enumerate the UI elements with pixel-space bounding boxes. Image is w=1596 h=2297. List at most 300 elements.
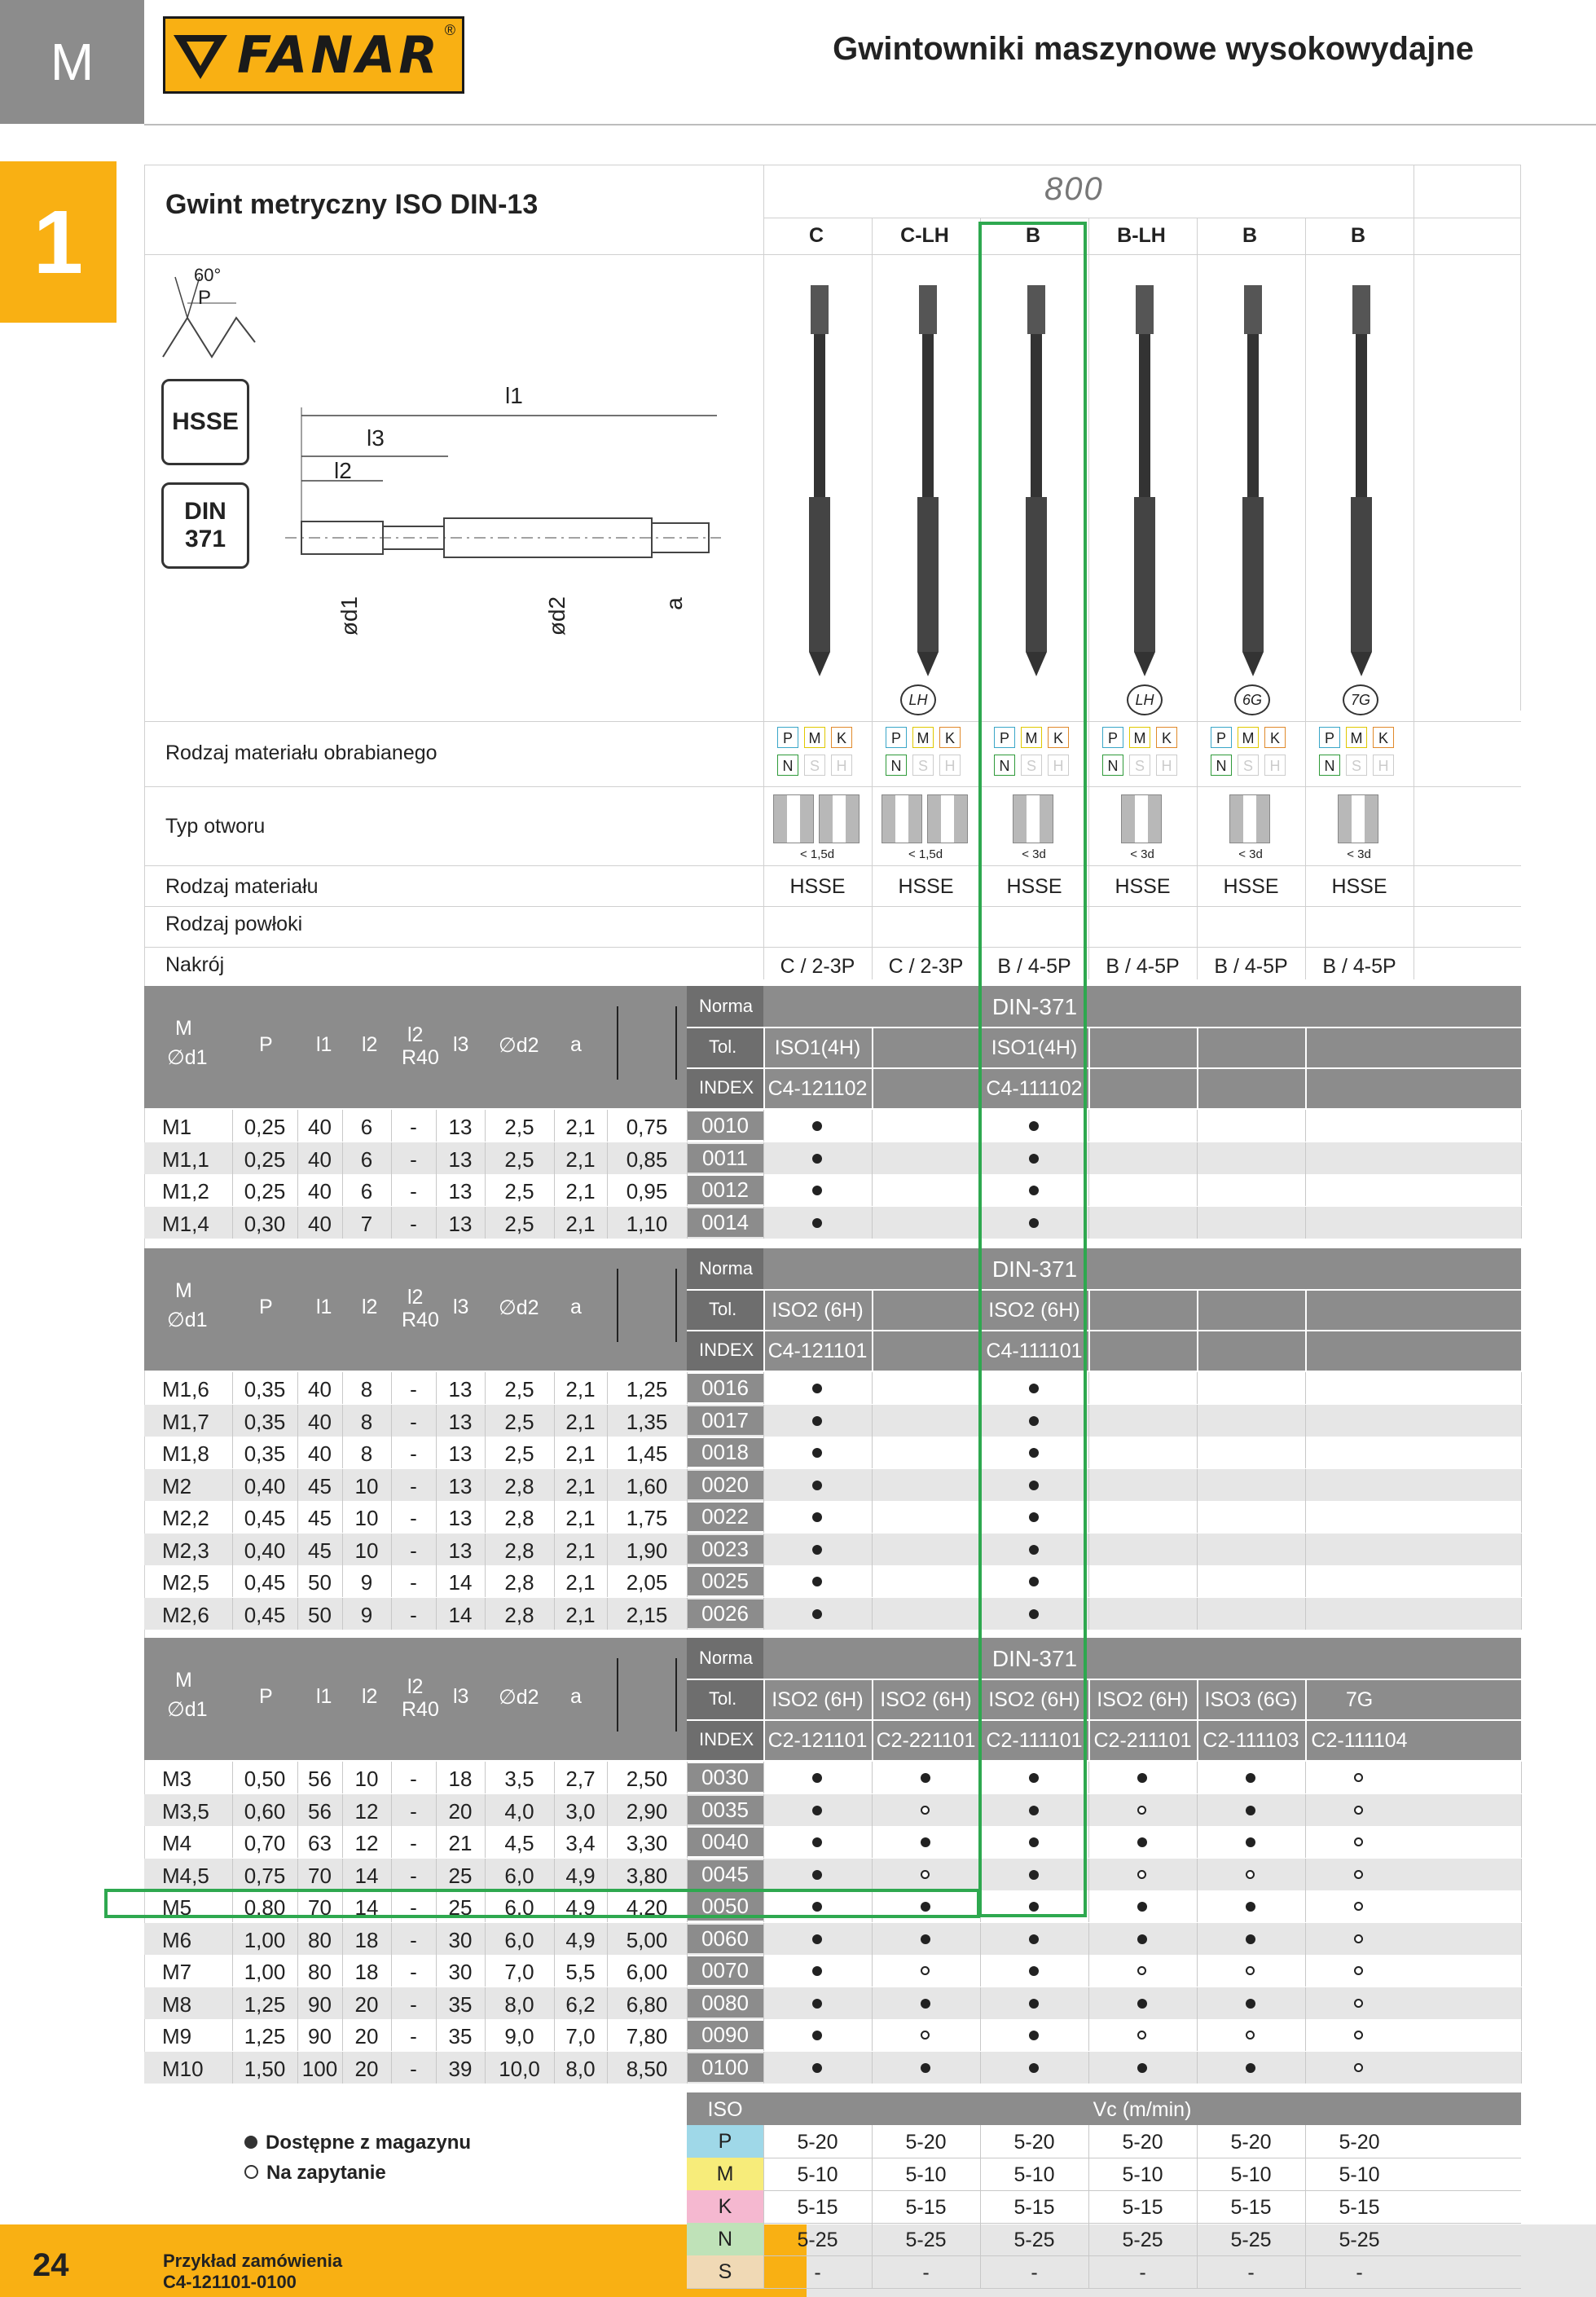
row-cell: 4,9: [565, 1927, 596, 1952]
available-dot: [812, 1416, 822, 1426]
row-cell: 1,75: [626, 1506, 668, 1530]
hole-bore: [787, 795, 800, 843]
vc-value: 5-25: [1339, 2229, 1380, 2251]
size-index: 0011: [687, 1144, 763, 1173]
grid-line: [485, 1987, 486, 2019]
grid-line: [687, 1372, 688, 1404]
row-cell: 6,0: [504, 1895, 534, 1920]
material-value: HSSE: [1223, 875, 1279, 898]
row-cell: 6,0: [504, 1927, 534, 1952]
column-header: l1: [316, 1033, 332, 1056]
row-cell: 14: [448, 1570, 473, 1595]
grid-line: [342, 1110, 343, 1142]
grid-line: [342, 1372, 343, 1404]
grid-line: [297, 1565, 298, 1597]
column-header: a: [570, 1685, 582, 1708]
grid-line: [297, 1207, 298, 1239]
index-label: INDEX: [699, 1729, 754, 1749]
material-box: P: [1319, 727, 1340, 748]
highlight-column: [978, 222, 1087, 1917]
material-box: N: [1319, 755, 1340, 776]
grid-line: [297, 1110, 298, 1142]
iso-group-cell: N: [687, 2223, 763, 2255]
grid-line: [687, 2052, 688, 2084]
grid-line: [436, 1826, 437, 1858]
available-dot: [1137, 1902, 1147, 1912]
thread-depth-icon: [617, 1269, 677, 1342]
grid-line: [1197, 1372, 1198, 1404]
row-cell: M10: [162, 2056, 204, 2081]
grid-line: [687, 1794, 688, 1826]
row-cell: 13: [448, 1506, 473, 1530]
size-index: 0060: [687, 1925, 763, 1953]
grid-line: [980, 2052, 981, 2084]
hole-bore: [1243, 795, 1256, 843]
grid-line: [342, 1826, 343, 1858]
row-cell: 0,25: [244, 1179, 286, 1204]
grid-line: [1088, 1174, 1089, 1206]
row-cell: M1,7: [162, 1409, 209, 1434]
grid-line: [436, 1794, 437, 1826]
grid-line: [1305, 1826, 1306, 1858]
row-cell: 4,20: [626, 1895, 668, 1920]
available-dot: [812, 1806, 822, 1815]
grid-line: [232, 1142, 233, 1174]
grid-line: [436, 1598, 437, 1630]
section-title: Gwint metryczny ISO DIN-13: [165, 189, 539, 220]
row-cell: 2,8: [504, 1602, 534, 1627]
grid-line: [232, 1859, 233, 1890]
grid-line: [391, 1794, 392, 1826]
row-cell: 30: [448, 1960, 473, 1984]
grid-line: [763, 1565, 764, 1597]
grid-line: [554, 1987, 555, 2019]
vc-row: [687, 2125, 1521, 2158]
tol-label: Tol.: [709, 1299, 737, 1319]
table-row: [144, 1437, 1521, 1468]
on-request-dot: [1354, 1837, 1363, 1846]
grid-line: [436, 1405, 437, 1437]
grid-line: [1521, 1565, 1522, 1597]
row-cell: 35: [448, 2024, 473, 2048]
row-cell: 13: [448, 1538, 473, 1563]
hole-bore: [833, 795, 846, 843]
size-index: 0023: [687, 1535, 763, 1564]
grid-line: [687, 1762, 688, 1793]
size-index: 0012: [687, 1176, 763, 1204]
row-cell: M8: [162, 1991, 192, 2017]
tolerance-value: 7G: [1345, 1688, 1374, 1711]
row-cell: -: [410, 1473, 417, 1498]
row-cell: -: [410, 1179, 417, 1204]
grid-line: [297, 1955, 298, 1987]
chamfer-value: B / 4-5P: [1322, 955, 1396, 978]
row-cell: 1,25: [626, 1377, 668, 1402]
grid-line: [485, 1207, 486, 1239]
index-value: C2-211101: [1093, 1729, 1192, 1752]
row-cell: 1,00: [244, 1927, 286, 1952]
grid-line: [1088, 2255, 1089, 2288]
grid-line: [980, 1955, 981, 1987]
row-cell: 1,00: [244, 1960, 286, 1984]
series-number: 800: [1044, 171, 1104, 207]
grid-line: [554, 1859, 555, 1890]
row-cell: M2,2: [162, 1506, 209, 1530]
grid-line: [436, 1174, 437, 1206]
size-index: 0100: [687, 2053, 763, 2082]
grid-line: [554, 2019, 555, 2051]
grid-line: [872, 1923, 873, 1955]
grid-line: [1197, 1762, 1198, 1793]
row-cell: 40: [308, 1211, 332, 1236]
grid-line: [607, 1437, 608, 1468]
table-row: [144, 1534, 1521, 1565]
material-box: H: [939, 755, 961, 776]
row-cell: -: [410, 1927, 417, 1952]
grid-line: [980, 2158, 981, 2190]
row-cell: 45: [308, 1538, 332, 1563]
size-index: 0017: [687, 1406, 763, 1435]
row-cell: 14: [448, 1602, 473, 1627]
column-header: ∅d2: [499, 1686, 539, 1709]
material-box: N: [886, 755, 907, 776]
material-box: M: [804, 727, 825, 748]
row-cell: -: [410, 1570, 417, 1595]
grid-line: [1305, 1598, 1306, 1630]
grid-line: [1521, 1794, 1522, 1826]
on-request-dot: [1246, 2031, 1255, 2040]
material-box: M: [1129, 727, 1150, 748]
footer-bar: [0, 2224, 807, 2297]
column-header: l2: [362, 1685, 378, 1708]
table-row: [144, 1405, 1521, 1437]
grid-line: [872, 1110, 873, 1142]
row-cell: 6,00: [626, 1960, 668, 1984]
norma-label: Norma: [699, 1258, 754, 1278]
grid-line: [1088, 1987, 1089, 2019]
available-dot: [812, 1773, 822, 1783]
row-cell: 2,1: [565, 1570, 596, 1595]
row-cell: M2,6: [162, 1602, 209, 1627]
grid-line: [342, 1923, 343, 1955]
material-box: S: [804, 755, 825, 776]
grid-line: [1197, 1405, 1198, 1437]
row-cell: 2,90: [626, 1798, 668, 1824]
grid-line: [436, 1501, 437, 1533]
chamfer-value: C / 2-3P: [888, 955, 964, 978]
row-cell: -: [410, 1538, 417, 1563]
table-row: [144, 1501, 1521, 1533]
column-header: ∅d1: [167, 1309, 208, 1331]
grid-line: [1088, 1859, 1089, 1890]
available-dot: [812, 1384, 822, 1393]
grid-line: [391, 1405, 392, 1437]
legend-available: Dostępne z magazynu: [244, 2132, 471, 2154]
row-cell: 12: [354, 1798, 379, 1824]
row-cell: -: [410, 1960, 417, 1984]
grid-line: [485, 1142, 486, 1174]
size-index: 0020: [687, 1471, 763, 1499]
size-index: 0030: [687, 1763, 763, 1792]
grid-line: [1197, 2052, 1198, 2084]
grid-line: [1088, 1372, 1089, 1404]
vc-value: 5-10: [905, 2163, 947, 2186]
available-dot: [1137, 1999, 1147, 2009]
grid-line: [687, 1469, 688, 1501]
grid-line: [342, 1859, 343, 1890]
grid-line: [1088, 1565, 1089, 1597]
grid-line: [436, 2019, 437, 2051]
row-cell: 0,95: [626, 1179, 668, 1204]
col-header: B: [1025, 224, 1041, 247]
grid-line: [297, 2019, 298, 2051]
grid-line: [1197, 1826, 1198, 1858]
iso-group-cell: P: [687, 2125, 763, 2158]
available-dot: [1137, 1773, 1147, 1783]
vc-value: 5-20: [1230, 2131, 1272, 2154]
material-box: P: [1211, 727, 1232, 748]
row-cell: 13: [448, 1473, 473, 1498]
grid-line: [687, 1826, 688, 1858]
row-cell: -: [410, 2056, 417, 2081]
row-cell: 2,1: [565, 1602, 596, 1627]
grid-line: [1197, 2255, 1198, 2288]
row-cell: 0,35: [244, 1409, 286, 1434]
available-dot: [1029, 2063, 1039, 2073]
grid-line: [554, 1826, 555, 1858]
row-cell: 8: [360, 1377, 373, 1402]
index-value: C4-111101: [986, 1340, 1083, 1362]
row-cell: 5,00: [626, 1927, 668, 1952]
col-separator: [872, 1289, 873, 1371]
row-cell: 13: [448, 1441, 473, 1466]
tap-image-b-6g: [1216, 277, 1289, 684]
grid-line: [297, 2052, 298, 2084]
grid-line: [763, 1142, 764, 1174]
chamfer-value: B / 4-5P: [1214, 955, 1288, 978]
grid-line: [872, 1142, 873, 1174]
grid-line: [872, 1826, 873, 1858]
grid-line: [485, 1565, 486, 1597]
row-cell: 10: [354, 1473, 379, 1498]
size-index: 0022: [687, 1503, 763, 1531]
row-cell: -: [410, 1211, 417, 1236]
grid-line: [872, 1565, 873, 1597]
row-cell: M4,5: [162, 1863, 209, 1888]
vc-value: -: [1139, 2261, 1146, 2284]
grid-line: [872, 2019, 873, 2051]
row-cell: 3,80: [626, 1863, 668, 1888]
grid-line: [297, 1469, 298, 1501]
row-cell: -: [410, 1798, 417, 1824]
grid-line: [1088, 1598, 1089, 1630]
grid-line: [436, 1955, 437, 1987]
col-header: C-LH: [900, 224, 949, 247]
row-cell: 4,9: [565, 1863, 596, 1888]
on-request-dot: [1354, 1934, 1363, 1943]
grid-line: [232, 1207, 233, 1239]
grid-line: [232, 1110, 233, 1142]
row-cell: 13: [448, 1211, 473, 1236]
grid-line: [980, 2223, 981, 2255]
norma-value: DIN-371: [991, 1256, 1078, 1282]
grid-line: [485, 1534, 486, 1565]
grid-line: [1088, 2125, 1089, 2158]
grid-line: [1197, 1174, 1198, 1206]
grid-line: [436, 1987, 437, 2019]
available-dot: [1246, 1999, 1255, 2009]
available-dot: [1246, 1934, 1255, 1944]
size-index: 0025: [687, 1567, 763, 1595]
pitch-label: P: [198, 287, 212, 309]
iso-group-cell: K: [687, 2190, 763, 2223]
header-separator: [687, 1027, 1521, 1028]
grid-line: [232, 1372, 233, 1404]
grid-line: [391, 1110, 392, 1142]
tol-label: Tol.: [709, 1688, 737, 1709]
grid-line: [297, 1794, 298, 1826]
hsse-badge: HSSE: [161, 379, 249, 465]
vc-row: [687, 2158, 1521, 2191]
grid-line: [1521, 1598, 1522, 1630]
row-cell: 1,45: [626, 1441, 668, 1466]
grid-line: [687, 1207, 688, 1239]
row-cell: 0,60: [244, 1798, 286, 1824]
grid-line: [1305, 1469, 1306, 1501]
material-label: Rodzaj materiału: [165, 875, 319, 898]
row-cell: 14: [354, 1863, 379, 1888]
available-dot: [1246, 1806, 1255, 1815]
norma-label: Norma: [699, 1648, 754, 1668]
on-request-dot: [1246, 1966, 1255, 1975]
row-cell: 9: [360, 1602, 373, 1627]
row-cell: 0,45: [244, 1506, 286, 1530]
size-index: 0080: [687, 1989, 763, 2018]
grid-line: [342, 1955, 343, 1987]
grid-line: [872, 2190, 873, 2223]
row-cell: 40: [308, 1441, 332, 1466]
grid-line: [554, 1501, 555, 1533]
vc-value: 5-10: [797, 2163, 838, 2186]
available-dot: [1137, 1837, 1147, 1847]
col-separator: [1305, 1027, 1307, 1108]
din-badge: DIN 371: [161, 482, 249, 569]
grid-line: [1088, 1437, 1089, 1468]
grid-line: [1521, 1469, 1522, 1501]
row-cell: 70: [308, 1863, 332, 1888]
available-dot: [1137, 1934, 1147, 1944]
grid-line: [342, 1565, 343, 1597]
vc-row: [687, 2190, 1521, 2224]
row-cell: 7,80: [626, 2024, 668, 2048]
index-label: INDEX: [699, 1077, 754, 1098]
column-header: ∅d1: [167, 1698, 208, 1721]
row-cell: 2,5: [504, 1211, 534, 1236]
tolerance-value: ISO2 (6H): [1097, 1688, 1189, 1711]
coating-label: Rodzaj powłoki: [165, 913, 303, 935]
grid-line: [687, 1955, 688, 1987]
grid-line: [687, 1110, 688, 1142]
col-separator: [1197, 1027, 1198, 1108]
grid-line: [763, 1826, 764, 1858]
grid-line: [232, 1598, 233, 1630]
grid-line: [1305, 1207, 1306, 1239]
grid-line: [342, 1794, 343, 1826]
row-cell: 3,30: [626, 1831, 668, 1855]
hole-bore: [1352, 795, 1365, 843]
material-box: H: [831, 755, 852, 776]
grid-line: [1197, 1987, 1198, 2019]
chamfer-label: Nakrój: [165, 953, 225, 976]
column-header: l2: [407, 1023, 424, 1046]
size-index: 0070: [687, 1956, 763, 1985]
hole-bore: [895, 795, 908, 843]
row-cell: 2,1: [565, 1441, 596, 1466]
grid-line: [554, 1207, 555, 1239]
grid-line: [485, 1859, 486, 1890]
grid-line: [763, 1859, 764, 1890]
grid-line: [342, 1987, 343, 2019]
dim-l2: l2: [334, 458, 352, 483]
grid-line: [391, 1987, 392, 2019]
grid-line: [342, 1437, 343, 1468]
tolerance-value: ISO2 (6H): [772, 1299, 864, 1322]
material-value: HSSE: [1331, 875, 1387, 898]
grid-line: [1305, 1987, 1306, 2019]
row-cell: M9: [162, 2024, 192, 2048]
grid-line: [554, 1110, 555, 1142]
available-dot: [1246, 1902, 1255, 1912]
grid-line: [1088, 1501, 1089, 1533]
grid-line: [607, 1405, 608, 1437]
grid-line: [297, 1826, 298, 1858]
vc-value: 5-10: [1122, 2163, 1163, 2186]
grid-line: [763, 2019, 764, 2051]
grid-line: [607, 1762, 608, 1793]
grid-line: [1197, 1598, 1198, 1630]
tolerance-value: ISO3 (6G): [1204, 1688, 1298, 1711]
column-header: ∅d2: [499, 1034, 539, 1057]
full-dot-icon: [244, 2136, 257, 2149]
grid-line: [342, 1469, 343, 1501]
row-cell: 40: [308, 1409, 332, 1434]
grid-line: [391, 1955, 392, 1987]
grid-line: [342, 1598, 343, 1630]
on-request-dot: [1354, 1966, 1363, 1975]
row-cell: 0,40: [244, 1473, 286, 1498]
page-number: 24: [33, 2247, 69, 2283]
grid-line: [872, 1174, 873, 1206]
grid-line: [1088, 2052, 1089, 2084]
grid-line: [1305, 2223, 1306, 2255]
grid-line: [232, 2019, 233, 2051]
grid-line: [1197, 2223, 1198, 2255]
row-cell: 100: [301, 2056, 338, 2081]
row-cell: -: [410, 1991, 417, 2017]
column-header: P: [259, 1296, 273, 1318]
row-cell: 20: [448, 1798, 473, 1824]
grid-line: [872, 1859, 873, 1890]
row-cell: 20: [354, 2024, 379, 2048]
size-index: 0035: [687, 1796, 763, 1824]
row-cell: 2,1: [565, 1211, 596, 1236]
index-value: C4-121102: [767, 1077, 868, 1100]
hole-depth-label: < 3d: [1347, 847, 1371, 861]
available-dot: [812, 1609, 822, 1619]
size-index: 0040: [687, 1828, 763, 1856]
grid-line: [391, 1565, 392, 1597]
grid-line: [1521, 2019, 1522, 2051]
